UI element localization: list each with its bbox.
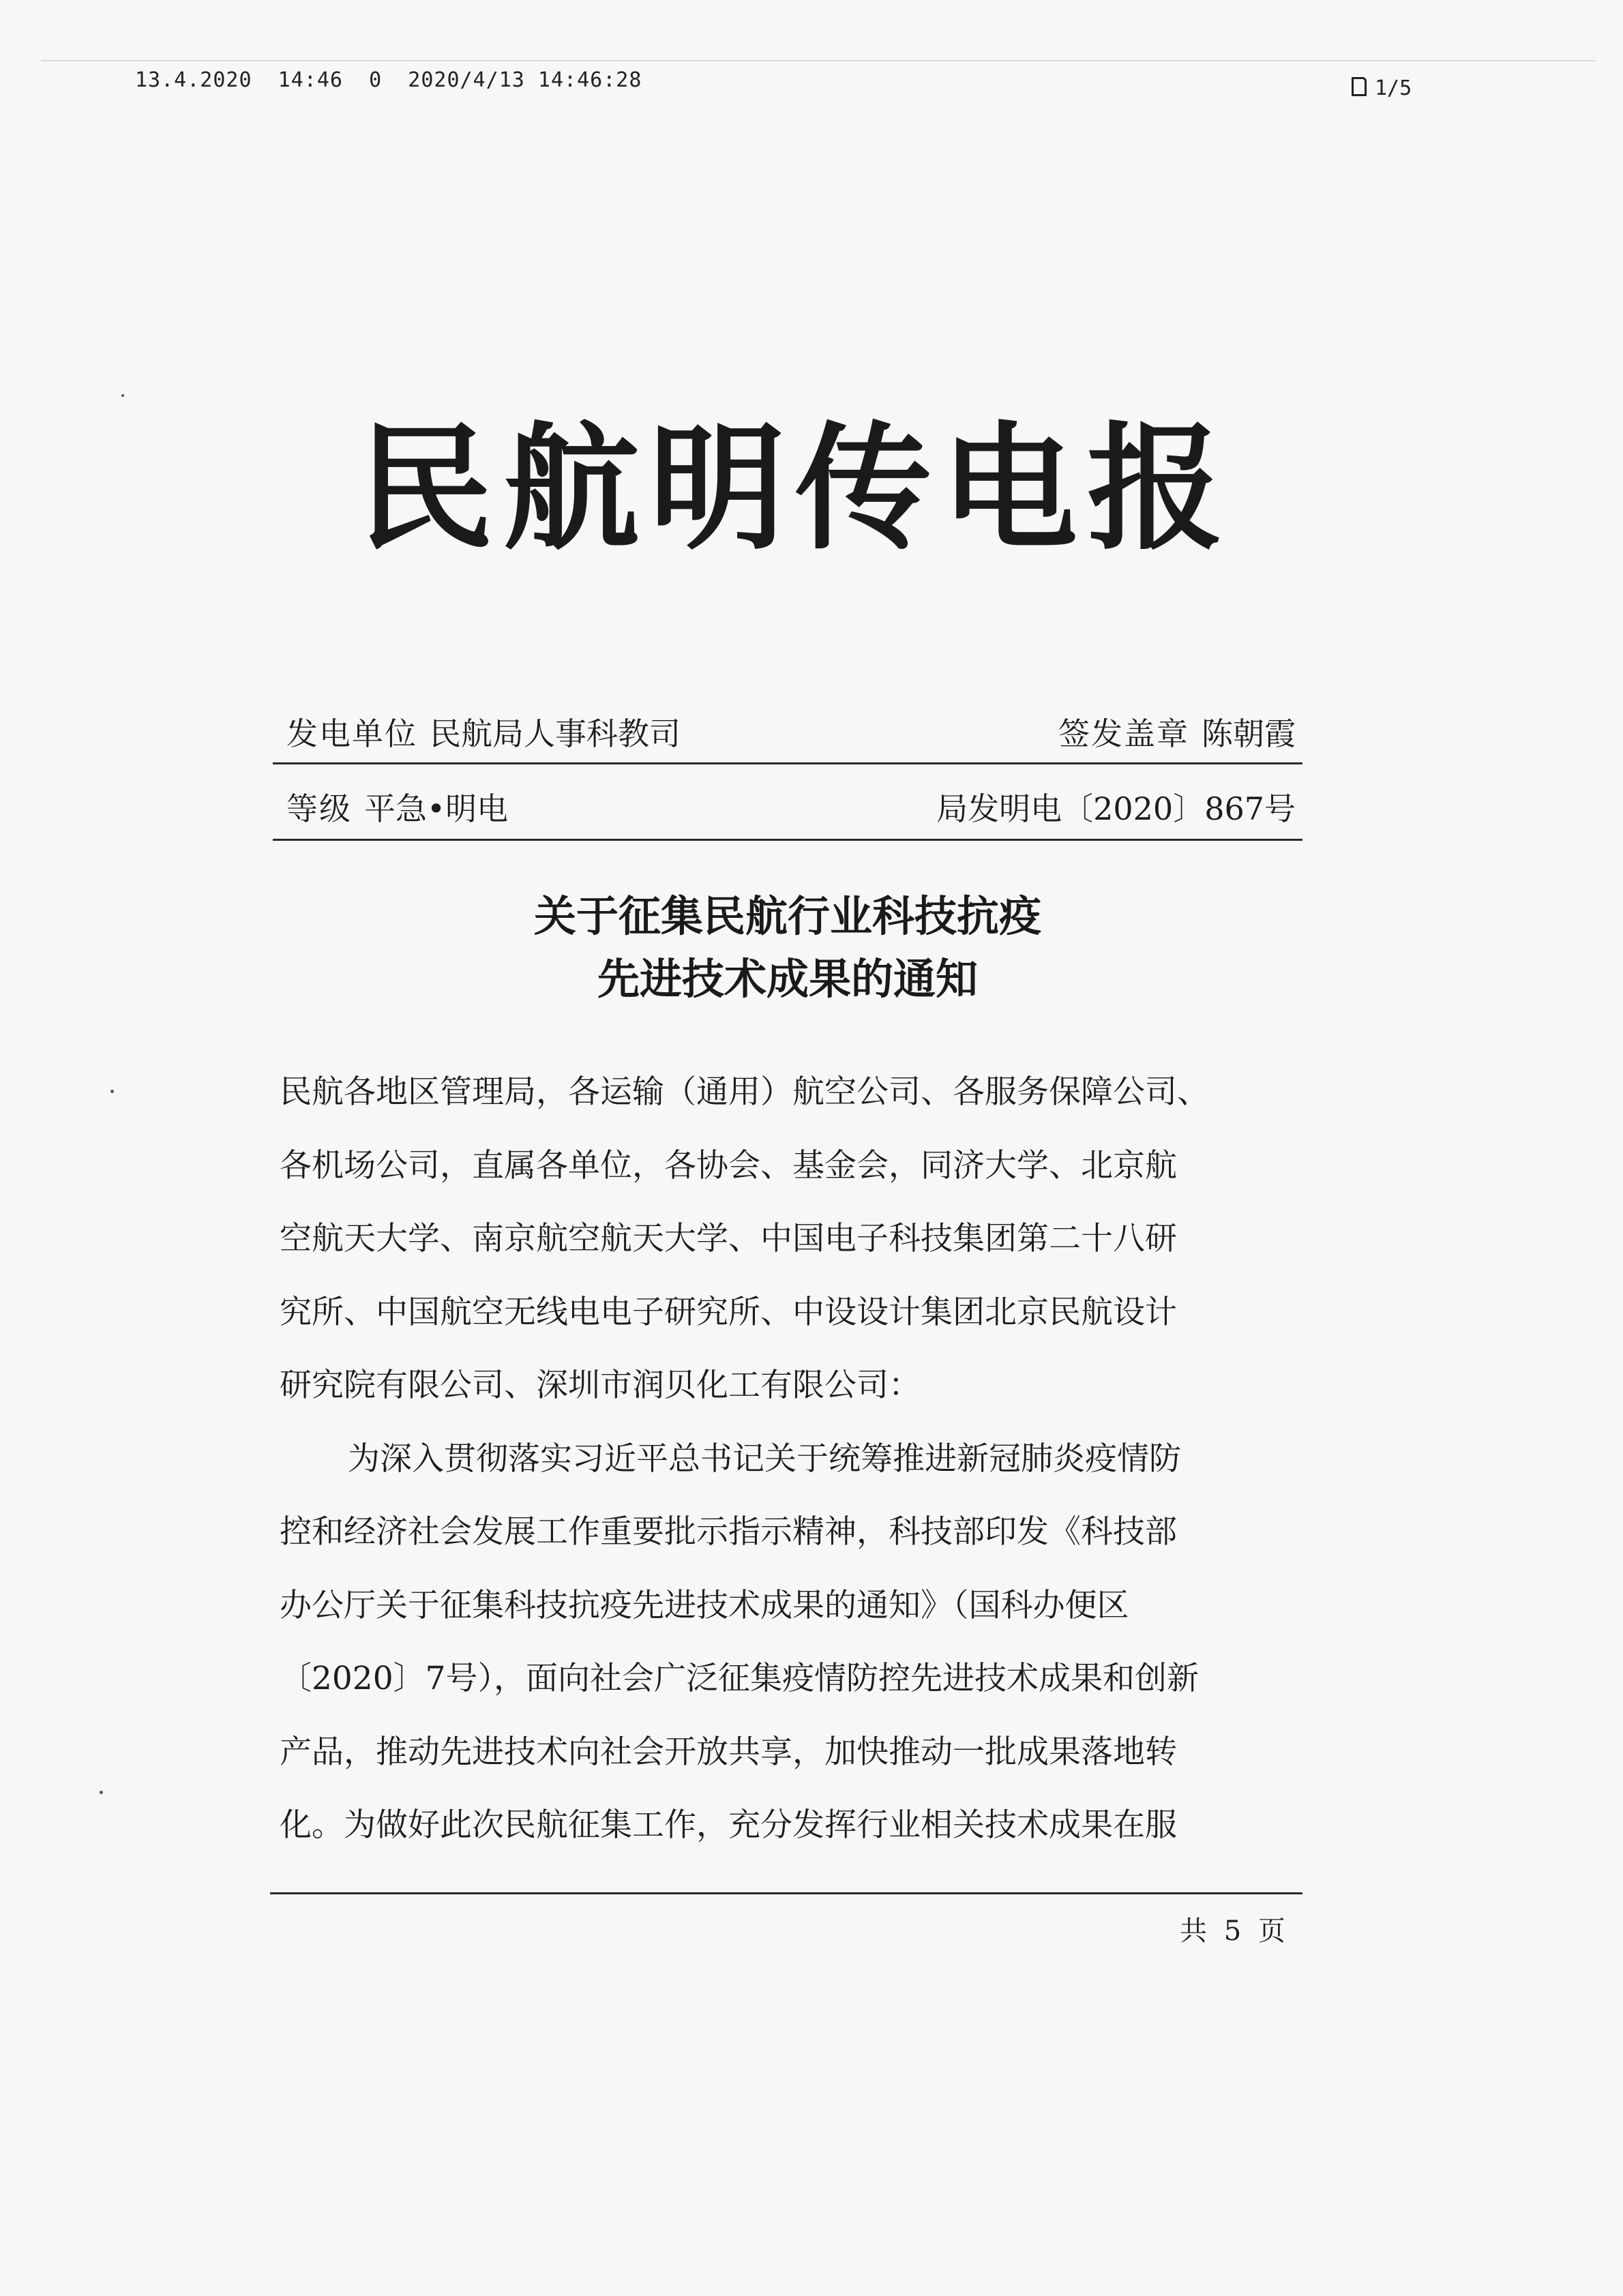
level-value: 平急•明电 xyxy=(364,790,509,827)
body-line: 化。为做好此次民航征集工作，充分发挥行业相关技术成果在服 xyxy=(280,1806,1177,1844)
level-label: 等级 xyxy=(286,790,352,827)
doc-number: 局发明电〔2020〕867号 xyxy=(936,790,1296,827)
body-line: 产品，推动先进技术向社会开放共享，加快推动一批成果落地转 xyxy=(280,1733,1177,1771)
body-line: 究所、中国航空无线电电子研究所、中设设计集团北京民航设计 xyxy=(280,1293,1177,1331)
sender-label: 发电单位 xyxy=(286,715,417,752)
sender-value: 民航局人事科教司 xyxy=(430,715,681,752)
scan-speck xyxy=(121,394,124,397)
notice-body xyxy=(280,1056,1302,1862)
body-line: 控和经济社会发展工作重要批示指示精神，科技部印发《科技部 xyxy=(280,1513,1177,1551)
masthead-title: 民航明传电报 xyxy=(357,410,1234,569)
body-line: 办公厅关于征集科技抗疫先进技术成果的通知》（国科办便区 xyxy=(280,1586,1129,1624)
body-line: 为深入贯彻落实习近平总书记关于统筹推进新冠肺炎疫情防 xyxy=(348,1440,1181,1478)
notice-title xyxy=(273,885,1302,1011)
signer-value: 陈朝霞 xyxy=(1202,715,1296,752)
meta-divider-1 xyxy=(273,762,1302,764)
meta-divider-2 xyxy=(273,839,1302,841)
page-total: 共 5 页 xyxy=(1180,1915,1290,1947)
scan-speck xyxy=(100,1791,103,1794)
fax-page-number: 1/5 xyxy=(1375,76,1412,100)
body-line: 各机场公司，直属各单位，各协会、基金会，同济大学、北京航 xyxy=(280,1146,1177,1184)
footer-divider xyxy=(270,1892,1302,1894)
scan-speck xyxy=(110,1090,114,1093)
fax-receipt-header: 13.4.2020 14:46 0 2020/4/13 14:46:28 xyxy=(135,68,642,92)
document-icon xyxy=(1352,77,1367,96)
body-line: 民航各地区管理局，各运输（通用）航空公司、各服务保障公司、 xyxy=(280,1073,1209,1111)
signer-label: 签发盖章 xyxy=(1058,715,1189,752)
body-line: 研究院有限公司、深圳市润贝化工有限公司： xyxy=(280,1367,921,1404)
sender-field xyxy=(286,709,681,754)
notice-title-line-2: 先进技术成果的通知 xyxy=(597,954,978,1004)
fax-page-indicator xyxy=(1352,76,1412,100)
notice-title-line-1: 关于征集民航行业科技抗疫 xyxy=(533,891,1041,941)
body-line: 空航天大学、南京航空航天大学、中国电子科技集团第二十八研 xyxy=(280,1220,1177,1257)
fax-top-edge xyxy=(41,60,1596,61)
signer-field xyxy=(1058,709,1296,754)
level-field xyxy=(286,784,508,829)
body-line: 〔2020〕7号），面向社会广泛征集疫情防控先进技术成果和创新 xyxy=(280,1660,1200,1697)
